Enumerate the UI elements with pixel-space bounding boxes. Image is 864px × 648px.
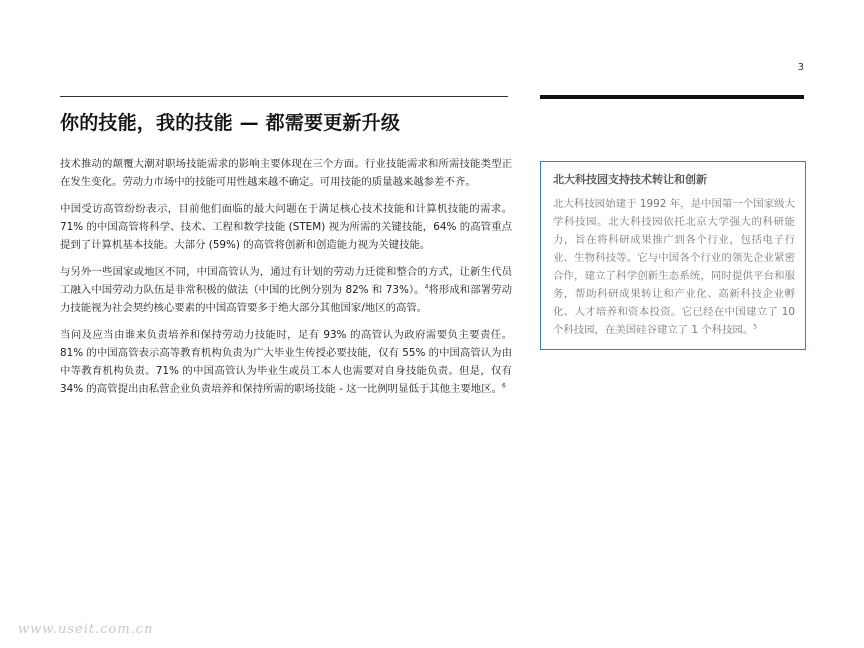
body-paragraph-3 — [60, 263, 512, 317]
body-paragraph-3-text: 与另外一些国家或地区不同，中国高管认为，通过有计划的劳动力迁徙和整合的方式，让新生代员工融入中国劳动力队伍是非常积极的做法（中国的比例分别为 82% 和 73%）。 — [60, 266, 512, 296]
body-paragraph-4 — [60, 326, 512, 398]
footnote-ref-4: 4 — [424, 283, 429, 291]
body-paragraph-1: 技术推动的颠覆大潮对职场技能需求的影响主要体现在三个方面。行业技能需求和所需技能类型正在发生变化。劳动力市场中的技能可用性越来越不确定。可用技能的质量越来越参差不齐。 — [60, 158, 512, 188]
footnote-ref-5: 5 — [753, 323, 758, 331]
footnote-ref-6: 6 — [501, 382, 506, 390]
title-divider — [60, 96, 508, 97]
body-column — [60, 155, 512, 407]
sidebar-callout — [540, 161, 806, 350]
page-title: 你的技能，我的技能 — 都需要更新升级 — [60, 112, 401, 134]
sidebar-title: 北大科技园支持技术转让和创新 — [553, 173, 707, 186]
sidebar-text — [553, 195, 795, 339]
body-paragraph-4-text: 当问及应当由谁来负责培养和保持劳动力技能时，足有 93% 的高管认为政府需要负主要责任。81% 的中国高管表示高等教育机构负责为广大毕业生传授必要技能，仅有 55% 的中国高管认为由中等教育机构负责。71% 的中国高管认为毕业生或员工本人也需要对自身技能负责。但是，仅有 34% 的高管提出由私营企业负责培养和保持所需的职场技能 - 这一比例明显低于其他主要地区。 — [60, 329, 512, 395]
body-paragraph-2: 中国受访高管纷纷表示，目前他们面临的最大问题在于满足核心技术技能和计算机技能的需求。71% 的中国高管将科学、技术、工程和数学技能 (STEM) 视为所需的关键技能，64% 的高管重点提到了计算机基本技能。大部分 (59%) 的高管将创新和创造能力视为关键技能。 — [60, 203, 512, 251]
sidebar-divider — [540, 95, 804, 99]
body-paragraph-3-tail: 将形成和部署劳动力技能视为社会契约核心要素的中国高管要多于绝大部分其他国家/地区的高管。 — [60, 284, 512, 314]
page-number: 3 — [797, 62, 804, 73]
sidebar-body: 北大科技园始建于 1992 年，是中国第一个国家级大学科技园。北大科技园依托北京大学强大的科研能力，旨在将科研成果推广到各个行业，包括电子行业、生物科技等。它与中国各个行业的领先企业紧密合作，建立了科学创新生态系统，同时提供平台和服务，帮助科研成果转让和产业化、高新科技企业孵化、人才培养和资本投资。它已经在中国建立了 10 个科技园，在美国硅谷建立了 1 个科技园。 — [553, 198, 795, 336]
watermark: www.useit.com.cn — [18, 622, 154, 637]
